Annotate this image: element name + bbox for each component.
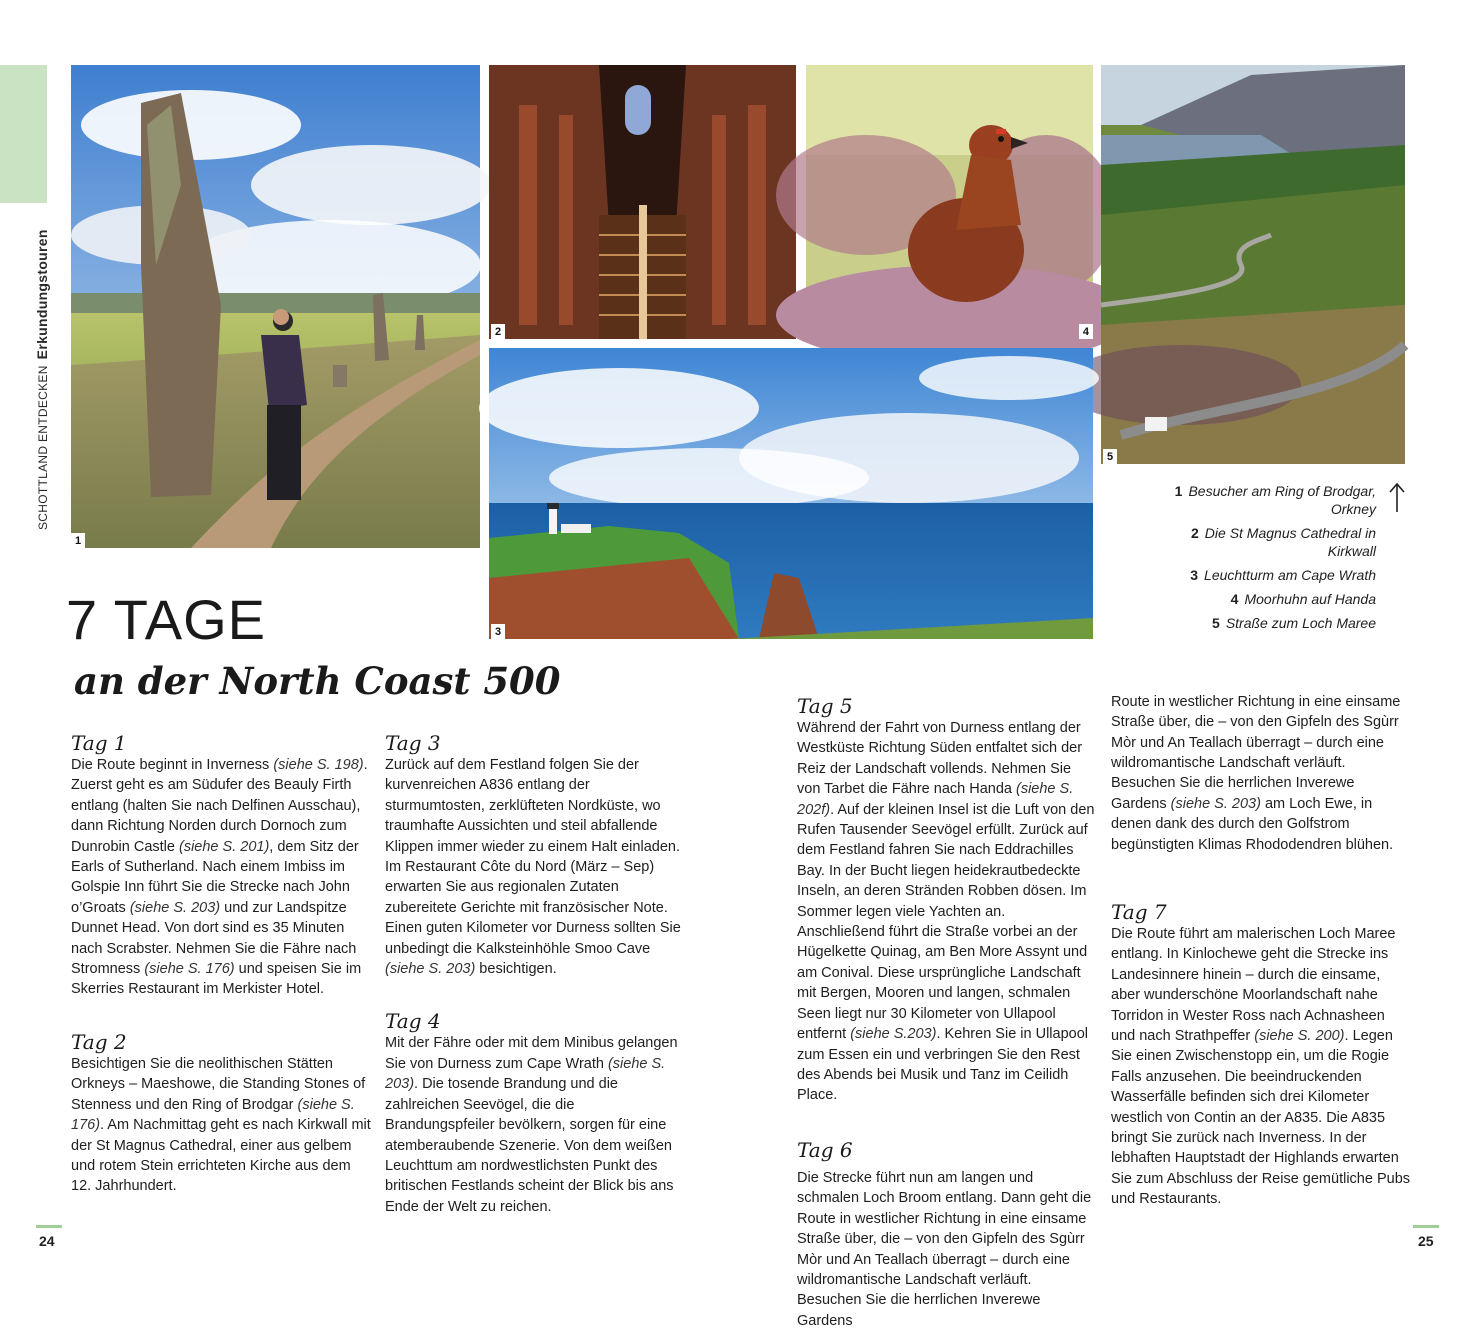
arrow-up-icon: [1388, 482, 1406, 514]
caption-item: 5 Straße zum Loch Maree: [1212, 615, 1376, 631]
page-number-left: 24: [39, 1233, 55, 1249]
text-column-3: [797, 694, 1096, 1162]
flow-mask: [1105, 651, 1425, 691]
page-subtitle: an der North Coast 500: [74, 659, 561, 703]
caption-item: 1 Besucher am Ring of Brodgar, Orkney: [1174, 483, 1376, 517]
day-text: Die Strecke führt nun am langen und schmalen Loch Broom entlang. Dann geht die Route in westlicher Richtung in eine einsame Straße über, die – von den Gipfeln des Sgùrr Mòr und An Teallach überragt – durch eine wildromantische Landschaft verläuft. Besuchen Sie die herrlichen Inverewe Gardens: [797, 1170, 1092, 1329]
day-text: Zurück auf dem Festland folgen Sie der kurvenreichen A836 entlang der sturmumtosten, zerklüfteten Nordküste, wo traumhafte Aussichten und steil abfallende Klippen immer wieder zu einem Halt einladen. Im Restaurant Côte du Nord (März – Sep) erwarten Sie aus regionalen Zutaten zubereitete Gerichte mit französischer Note. Einen guten Kilometer vor Durness sollten Sie unbedingt die Kalksteinhöhle Smoo Cave (siehe S. 203) besichtigen.: [385, 757, 681, 978]
photo-grouse: [806, 65, 1093, 339]
grouse-photo-icon: [806, 65, 1093, 339]
day-heading: Tag 3: [385, 731, 441, 755]
cathedral-interior-photo-icon: [489, 65, 796, 339]
footer-rule-left: [36, 1225, 62, 1228]
photo-cathedral: [489, 65, 796, 339]
photo-number: 1: [71, 533, 85, 548]
text-column-1: [71, 731, 371, 1197]
caption-item: 2 Die St Magnus Cathedral in Kirkwall: [1191, 525, 1376, 559]
photo-captions: [1150, 482, 1376, 638]
footer-rule-right: [1413, 1225, 1439, 1228]
day-heading: Tag 7: [1111, 900, 1167, 924]
photo-number: 2: [491, 324, 505, 339]
photo-number: 3: [491, 624, 505, 639]
text-column-4b: [1111, 900, 1411, 1210]
section-label: SCHOTTLAND ENTDECKEN: [36, 365, 50, 530]
chapter-label: Erkundungstouren: [34, 229, 50, 360]
running-header: [34, 229, 50, 530]
day-heading: Tag 1: [71, 731, 127, 755]
day-text: Die Route beginnt in Inverness (siehe S. 198). Zuerst geht es am Südufer des Beauly Firth entlang (halten Sie nach Delfinen Ausschau), dann Richtung Norden durch Dornoch zum Dunrobin Castle (siehe S. 201), dem Sitz der Earls of Sutherland. Nach einem Imbiss im Golspie Inn führt Sie die Strecke nach John o’Groats (siehe S. 203) und zur Landspitze Dunnet Head. Von dort sind es 35 Minuten nach Scrabster. Nehmen Sie die Fähre nach Stromness (siehe S. 176) und speisen Sie im Skerries Restaurant im Merkister Hotel.: [71, 757, 368, 998]
day-heading: Tag 5: [797, 694, 853, 718]
page-number-right: 25: [1418, 1233, 1434, 1249]
photo-lighthouse: [489, 348, 1093, 639]
photo-number: 4: [1079, 324, 1093, 339]
day-text: Mit der Fähre oder mit dem Minibus gelangen Sie von Durness zum Cape Wrath (siehe S. 203). Die tosende Brandung und die zahlreichen Seevögel, die die Brandungspfeiler bevölkern, sorgen für eine atemberaubende Szenerie. Von dem weißen Leuchttum am nordwestlichsten Punkt des britischen Festlands scheint der Blick bis ans Ende der Welt zu reichen.: [385, 1035, 678, 1215]
caption-item: 3 Leuchtturm am Cape Wrath: [1190, 567, 1376, 583]
day-text: Die Route führt am malerischen Loch Maree entlang. In Kinlochewe geht die Strecke ins Landesinnere hinein – durch die einsame, aber wunderschöne Moorlandschaft nahe Torridon in Wester Ross nach Achnasheen und nach Strathpeffer (siehe S. 200). Legen Sie einen Zwischenstopp ein, um die Rogie Falls anzusehen. Die beeindruckenden Wasserfälle befinden sich drei Kilometer westlich von Contin an der A835. Die A835 bringt Sie zurück nach Inverness. In der lebhaften Hauptstadt der Highlands erwarten Sie zum Abschluss der Reise gemütliche Pubs und Restaurants.: [1111, 926, 1411, 1208]
day6-text-part1: [797, 1168, 1096, 1329]
day-heading: Tag 4: [385, 1009, 441, 1034]
photo-standing-stones: [71, 65, 480, 548]
photo-loch-road: [1101, 65, 1405, 464]
day-heading: Tag 6: [797, 1137, 853, 1162]
caption-item: 4 Moorhuhn auf Handa: [1230, 591, 1376, 607]
loch-road-photo-icon: [1101, 65, 1405, 464]
day-text: Während der Fahrt von Durness entlang der Westküste Richtung Süden entfaltet sich der Reiz der Landschaft vollends. Nehmen Sie von Tarbet die Fähre nach Handa (siehe S. 202f). Auf der kleinen Insel ist die Luft von den Rufen Tausender Seevögel erfüllt. Zurück auf dem Festland fahren Sie nach Eddrachilles Bay. In der Bucht liegen heidekrautbedeckte Inseln, an deren Stränden Robben dösen. Im Sommer legen viele Yachten an. Anschließend führt die Straße vorbei an der Hügelkette Quinag, am Ben More Assynt und am Conival. Diese ursprüngliche Landschaft mit Bergen, Mooren und langen, schmalen Seen liegt nur 30 Kilometer von Ullapool entfernt (siehe S.203). Kehren Sie in Ullapool zum Essen ein und verbringen Sie den Rest des Abends bei Musik und Tanz im Ceilidh Place.: [797, 720, 1095, 1104]
day-text: Besichtigen Sie die neolithischen Stätten Orkneys – Maeshowe, die Standing Stones of Stenness und den Ring of Brodgar (siehe S. 176). Am Nachmittag geht es nach Kirkwall mit der St Magnus Cathedral, einer aus gelbem und rotem Stein errichteten Kirche aus dem 12. Jahrhundert.: [71, 1055, 371, 1195]
chapter-tab: [0, 65, 47, 203]
photo-number: 5: [1103, 449, 1117, 464]
day-text: Route in westlicher Richtung in eine einsame Straße über, die – von den Gipfeln des Sgùrr Mòr und An Teallach überragt – durch eine wildromantische Landschaft verläuft. Besuchen Sie die herrlichen Inverewe Gardens (siehe S. 203) am Loch Ewe, in denen dank des durch den Golfstrom begünstigten Klimas Rhododendren blühen.: [1111, 693, 1401, 853]
text-column-2: [385, 731, 685, 1217]
page-title: 7 TAGE: [66, 588, 267, 651]
lighthouse-coast-photo-icon: [489, 348, 1093, 639]
day-heading: Tag 2: [71, 1029, 127, 1054]
standing-stones-photo-icon: [71, 65, 480, 548]
